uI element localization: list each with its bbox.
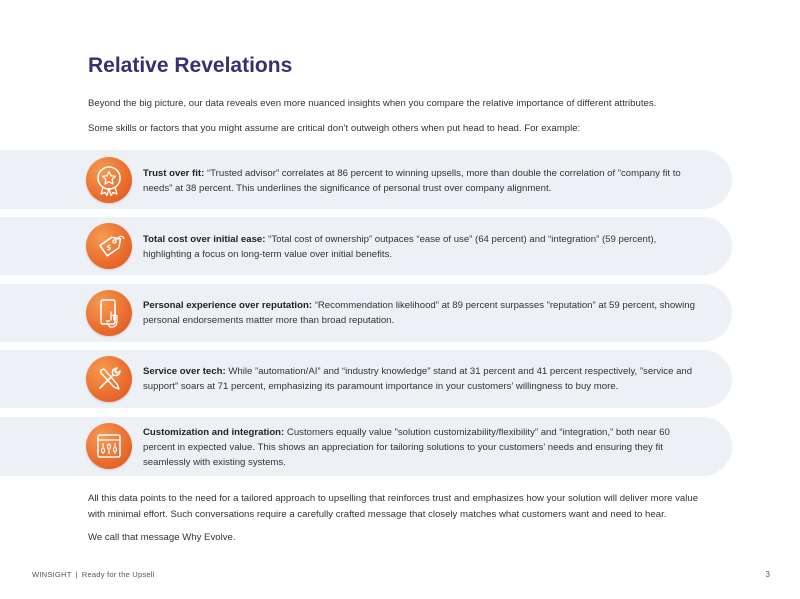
footer-doc-title: Ready for the Upsell [81,570,155,579]
insight-body: “Recommendation likelihood” at 89 percent surpasses ”reputation” at 59 percent, showing personal endorsements matter more than broad reputation. [143,300,695,326]
insight-heading: Total cost over initial ease: [143,234,266,245]
price-tag-icon [86,223,132,269]
tools-icon [86,356,132,402]
svg-text:$: $ [106,244,112,252]
insight-body: “Trusted advisor” correlates at 86 percent to winning upsells, more than double the correlation of ”company fit to needs” at 38 percent. This underlines the significance of personal trust over company alignment. [143,168,681,194]
sliders-window-icon [86,423,132,469]
footer-brand: WINSIGHT [32,570,72,579]
outro-paragraph-1: All this data points to the need for a tailored approach to upselling that reinforces trust and emphasizes how your solution will deliver more value with minimal effort. Such conversations require a carefully crafted message that closely matches what customers want and need to hear. [88,493,699,520]
insight-body: Customers equally value ”solution customizability/flexibility” and “integration,” both near 60 percent in expected value. This shows an appreciation for tailoring solutions to your customers’ needs and ensuring they fit seamlessly with existing systems. [143,427,670,468]
insight-body: While ”automation/AI” and “industry knowledge” stand at 31 percent and 41 percent respectively, ”service and support” soars at 71 percent, emphasizing its paramount importance in your customers’ willingness to buy more. [143,366,693,392]
footer-separator: | [75,570,78,579]
insight-text-trust [143,166,703,196]
insight-text-service [143,364,703,394]
insight-heading: Trust over fit: [143,168,205,179]
page-number: 3 [765,570,770,579]
insight-text-customization [143,425,703,470]
insight-heading: Personal experience over reputation: [143,300,313,311]
outro-paragraph-2: We call that message Why Evolve. [88,532,236,543]
star-badge-icon [86,157,132,203]
insight-text-cost [143,232,703,262]
insight-heading: Service over tech: [143,366,226,377]
insight-body: “Total cost of ownership” outpaces “ease of use” (64 percent) and “integration” (59 percent), highlighting a focus on long-term value over initial benefits. [143,234,657,260]
insight-heading: Customization and integration: [143,427,285,438]
intro-paragraph-2: Some skills or factors that you might assume are critical don’t outweigh others when put head to head. For example: [88,123,581,134]
page-title: Relative Revelations [88,54,293,77]
intro-paragraph-1: Beyond the big picture, our data reveals even more nuanced insights when you compare the relative importance of different attributes. [88,98,657,109]
insight-text-experience [143,298,703,328]
phone-tap-icon [86,290,132,336]
footer [32,570,155,579]
